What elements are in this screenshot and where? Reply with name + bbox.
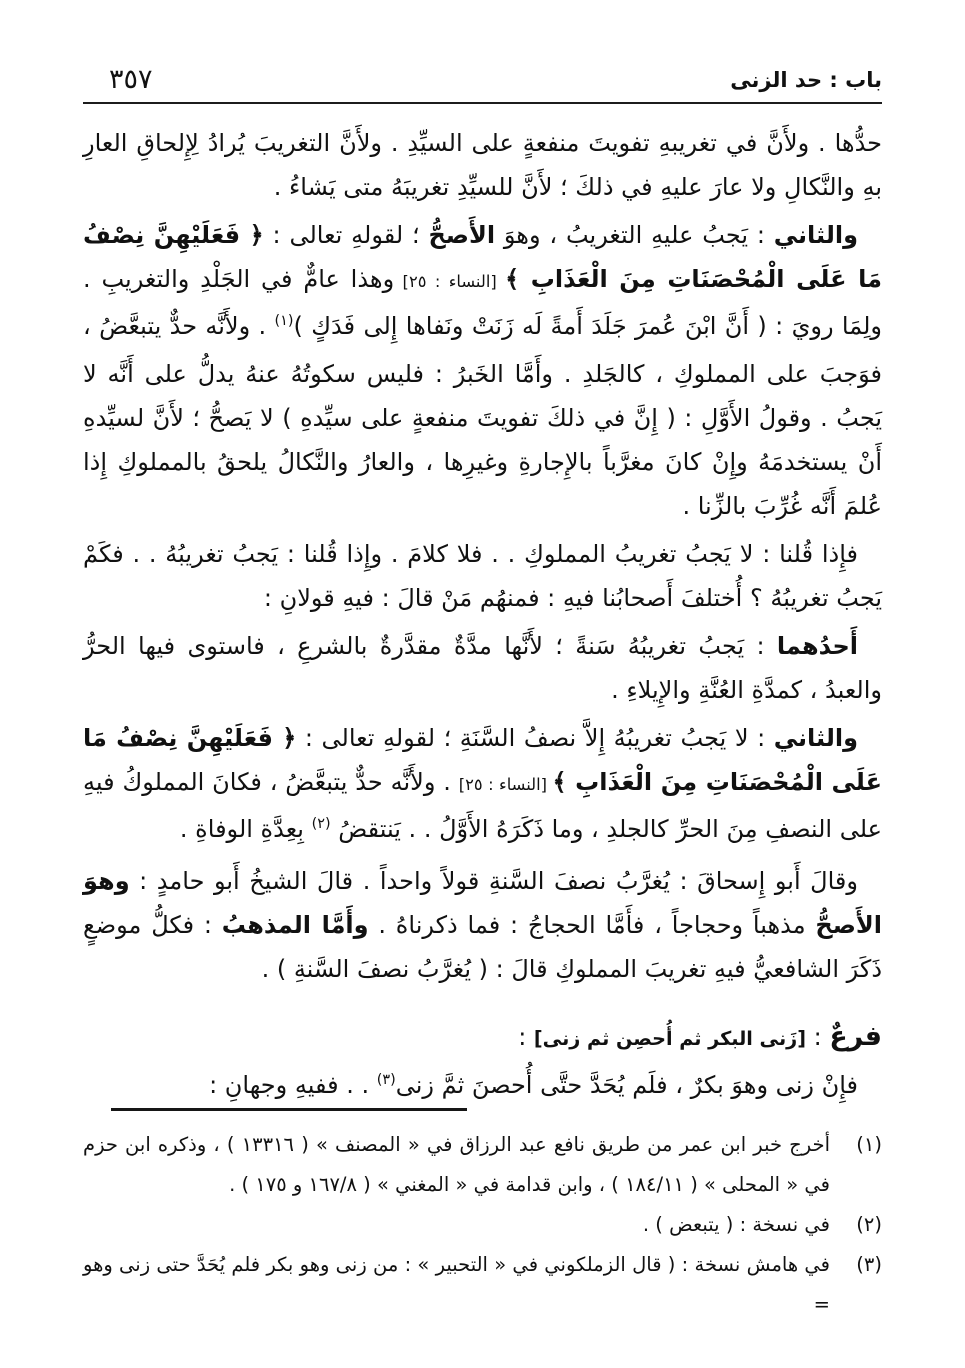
run-text: : يَجبُ عليهِ التغريبُ ، وهوَ bbox=[495, 221, 774, 249]
run-text: وقالَ أَبو إِسحاقَ : يُغرَّبُ نصفَ السَّنةِ قولاً واحداً . قالَ الشيخُ أَبو حامدٍ : bbox=[129, 867, 858, 895]
page-number: ٣٥٧ bbox=[109, 64, 153, 95]
run-text: حدُّها . ولأَنَّ في تغريبهِ تفويتَ منفعةٍ على السيِّدِ . ولأَنَّ التغريبَ يُرادُ لِإِلحاقِ العارِ بهِ والنَّكالِ ولا عارَ عليهِ في ذلكَ ؛ لأَنَّ للسيِّدِ تغريبَهُ متى يَشاءُ . bbox=[83, 129, 882, 201]
run-small-bold: [زَنى البكر ثم أُحصِن ثم زنى] bbox=[533, 1027, 806, 1050]
run-text: : يَجبُ تغريبُهُ سَنةً ؛ لأَنَّها مدَّةٌ مقدَّرةٌ بالشرعِ ، فاستوى فيها الحرُّ والعبدُ ، كمدَّةِ العُنَّةِ والإِيلاءِ . bbox=[83, 632, 882, 704]
paragraph-continuation bbox=[83, 121, 882, 209]
run-quran: ﴿ فَعَلَيْهِنَّ نِصْفُ مَا عَلَى الْمُحْصَنَاتِ مِنَ الْعَذَابِ ﴾ bbox=[83, 221, 882, 293]
run-text: : bbox=[518, 1023, 534, 1051]
paragraph-second-opinion bbox=[83, 213, 882, 528]
run-bold: الأَصحُّ bbox=[428, 221, 496, 249]
run-sup: (٣) bbox=[376, 1071, 396, 1088]
faraa-heading bbox=[83, 1015, 882, 1061]
run-sup: (٢) bbox=[311, 815, 331, 832]
footnote-text-2: في نسخة : ( يتبعض ) . bbox=[642, 1213, 830, 1236]
run-quran: ﴿ فَعَلَيْهِنَّ نِصْفُ مَا عَلَى الْمُحْصَنَاتِ مِنَ الْعَذَابِ ﴾ bbox=[83, 724, 882, 796]
paragraph-abu-ishaq bbox=[83, 859, 882, 991]
paragraph-second-view bbox=[83, 716, 882, 855]
run-text: ؛ لقولهِ تعالى : bbox=[263, 221, 429, 249]
footnote-number-3: (٣) bbox=[856, 1253, 882, 1276]
paragraph-first-view bbox=[83, 624, 882, 712]
header-rule bbox=[83, 102, 882, 104]
footnotes-section bbox=[83, 1108, 882, 1325]
run-text: مذهباً وحجاجاً ، فأَمَّا الحجاجُ : فما ذكرناهُ . bbox=[368, 911, 816, 939]
footnote-row-1 bbox=[83, 1125, 882, 1205]
run-ref: [النساء : ٢٥] bbox=[394, 272, 506, 291]
run-text: . ولأَنَّه حدٌّ يتبعَّضُ ، فكانَ المملوكُ فيهِ على النصفِ مِنَ الحرِّ كالجلدِ ، وما ذَكَرَهُ الأَوَّلُ . . يَنتقضُ bbox=[83, 768, 882, 843]
run-text: وهذا عامٌّ في الجَلْدِ والتغريبِ . ولِمَا رويَ : ( أَنَّ ابْنَ عُمرَ جَلَدَ أَمةً لَه زَنَتْ ونَفاها إِلى فَدَكٍ ) bbox=[83, 265, 882, 340]
run-faraa: فرعٌ bbox=[829, 1021, 882, 1052]
run-text: فإِنْ زنى وهوَ بكرٌ ، فلَم يُحَدَّ حتَّى أُحصنَ ثمَّ زنى bbox=[395, 1071, 858, 1099]
run-bold: أَحدُهما bbox=[776, 632, 858, 660]
run-text: فإِذا قُلنا : لا يَجبُ تغريبُ المملوكِ . . فلا كلامَ . وإِذا قُلنا : يَجبُ تغريبُهُ . . فكَمْ يَجبُ تغريبُهُ ؟ أُختلفَ أَصحابُنا فيهِ : فمنهُم مَنْ قالَ : فيهِ قولانِ : bbox=[83, 540, 882, 612]
paragraph-if-we-say bbox=[83, 532, 882, 620]
paragraph-faraa-body bbox=[83, 1063, 882, 1111]
run-sup: (١) bbox=[274, 312, 294, 329]
page-header bbox=[83, 66, 882, 93]
run-text: بِعِدَّةِ الوفاةِ . bbox=[179, 815, 312, 843]
run-bold: وهوَ الأَصحُّ bbox=[83, 867, 882, 939]
run-bold: وأَمَّا المذهبُ bbox=[221, 911, 369, 939]
run-text: . ولأَنَّه حدٌّ يتبعَّضُ ، فوَجبَ على المملوكِ ، كالجَلدِ . وأَمَّا الخَبرُ : فليس سكوتُهُ عنهُ يدلُّ على أَنَّه لا يَجبُ . وقولُ الأَوَّلِ : ( إِنَّ في ذلكَ تفويتَ منفعةٍ على سيِّدهِ ) لا يَصحُّ ؛ لأَنَّ لسيِّدهِ أَنْ يستخدمَهُ وإِنْ كانَ مغرَّباً بالإِجارةِ وغيرِها ، والعارُ والنَّكالُ يلحقُ بالمملوكِ إِذا عُلمَ أَنَّه غُرِّبَ بالزِّنا . bbox=[83, 312, 882, 520]
footnote-row-2 bbox=[83, 1205, 882, 1245]
footnote-number-1: (١) bbox=[856, 1133, 882, 1156]
run-bold: والثاني bbox=[773, 724, 858, 752]
run-text: . . ففيهِ وجهانِ : bbox=[209, 1071, 377, 1099]
footnote-text-1: أخرج خبر ابن عمر من طريق نافع عبد الرزاق في « المصنف » ( ١٣٣١٦ ) ، وذكره ابن حزم في « المحلى » ( ١٨٤/١١ ) ، وابن قدامة في « المغني » ( ١٦٧/٨ و ١٧٥ ) . bbox=[83, 1133, 830, 1196]
body-text bbox=[83, 121, 882, 1099]
run-text: : فكلُّ موضعٍ ذَكَرَ الشافعيُّ فيهِ تغريبَ المملوكِ قالَ : ( يُغرَّبُ نصفَ السَّنةِ ) . bbox=[83, 911, 882, 983]
footnote-row-3 bbox=[83, 1245, 882, 1325]
run-text: : لا يَجبُ تغريبُهُ إِلاَّ نصفُ السَّنَةِ ؛ لقولهِ تعالى : bbox=[296, 724, 774, 752]
footnote-separator bbox=[111, 1108, 467, 1111]
chapter-title: باب : حد الزنى bbox=[730, 68, 882, 92]
run-text: : bbox=[805, 1023, 830, 1051]
footnote-number-2: (٢) bbox=[856, 1213, 882, 1236]
footnote-text-3: في هامش نسخة : ( قال الزملكوني في « التحبير » : من زنى وهو بكر فلم يُحَدَّ حتى زنى وهو = bbox=[83, 1253, 830, 1316]
run-ref: [النساء : ٢٥] bbox=[458, 775, 553, 794]
run-bold: والثاني bbox=[773, 221, 859, 249]
